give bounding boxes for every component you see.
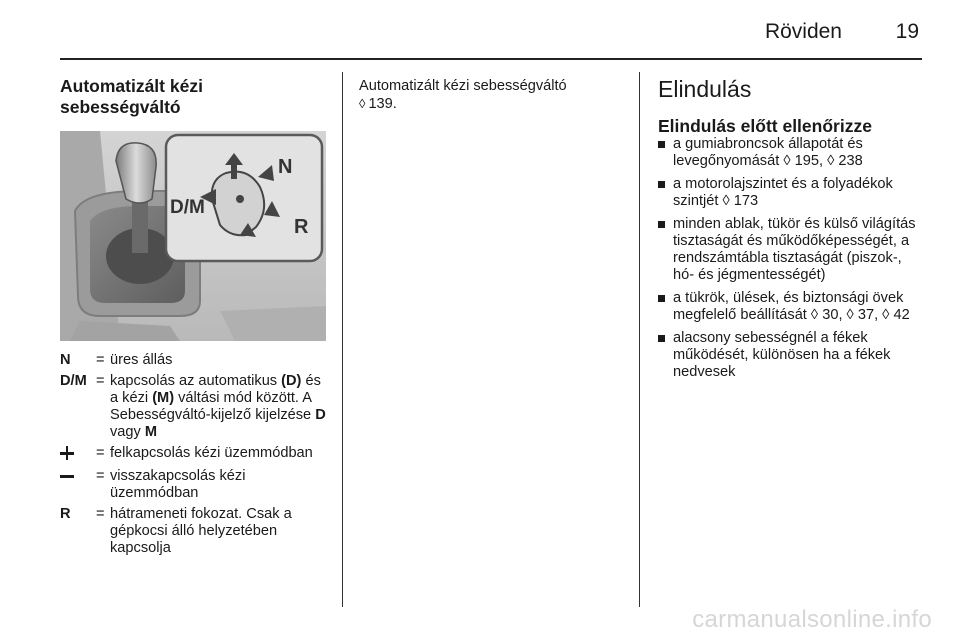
gear-legend [60, 352, 326, 561]
middle-column [359, 78, 619, 113]
legend-row-dm: D/M = kapcsolás az automatikus (D) és a kézi (M) váltási mód között. A Sebességváltó-kijelző kijelzése D vagy M [60, 373, 326, 440]
plus-icon [60, 446, 74, 460]
checklist-item: a tükrök, ülések, és biztonsági övek megfelelő beállítását ◊ 30, ◊ 37, ◊ 42 [658, 290, 923, 324]
legend-row-n: N = üres állás [60, 352, 326, 369]
legend-desc: visszakapcsolás kézi üzemmódban [110, 468, 246, 501]
page-reference[interactable]: 30 [822, 307, 839, 323]
cross-reference-page[interactable]: 139. [368, 96, 397, 112]
dm-label: D/M [170, 197, 205, 218]
reference-arrow-icon: ◊ [882, 307, 890, 323]
legend-row-minus: = visszakapcsolás kézi üzemmódban [60, 468, 326, 502]
reference-arrow-icon: ◊ [783, 153, 791, 169]
page-header [0, 0, 960, 62]
reference-arrow-icon: ◊ [722, 193, 730, 209]
legend-row-r: R = hátrameneti fokozat. Csak a gépkocsi álló helyzetében kapcsolja [60, 506, 326, 557]
right-column [658, 76, 923, 387]
left-column [60, 76, 326, 341]
checklist-item: a motorolajszintet és a folyadékok szintjét ◊ 173 [658, 176, 923, 210]
section-heading: Elindulás [658, 76, 752, 102]
section-subheading: Elindulás előtt ellenőrizze [658, 116, 872, 136]
header-title: Röviden [764, 20, 842, 43]
n-label: N [278, 156, 293, 178]
column-divider-1 [342, 72, 343, 607]
page-reference[interactable]: 42 [893, 307, 910, 323]
checklist-item: a gumiabroncsok állapotát és levegőnyomását ◊ 195, ◊ 238 [658, 136, 923, 170]
reference-arrow-icon: ◊ [810, 307, 819, 323]
r-label: R [294, 216, 309, 238]
minus-icon [60, 469, 74, 483]
column-divider-2 [639, 72, 640, 607]
reference-arrow-icon: ◊ [359, 96, 366, 111]
gear-shifter-illustration [60, 131, 326, 341]
page-number: 19 [895, 20, 919, 43]
legend-key: R [60, 506, 71, 522]
legend-row-plus: = felkapcsolás kézi üzemmódban [60, 445, 326, 464]
reference-arrow-icon: ◊ [827, 153, 835, 169]
checklist-item: alacsony sebességnél a fékek működését, különösen ha a fékek nedvesek [658, 330, 923, 381]
legend-desc: üres állás [110, 352, 173, 368]
page-reference[interactable]: 37 [857, 307, 875, 323]
legend-desc: kapcsolás az automatikus (D) és a kézi (M) váltási mód között. A Sebességváltó-kijelző kijelzése D vagy M [110, 373, 326, 440]
checklist [658, 136, 923, 381]
legend-desc: hátrameneti fokozat. Csak a gépkocsi álló helyzetében kapcsolja [110, 506, 292, 556]
watermark: carmanualsonline.info [692, 606, 932, 633]
cross-reference-text: Automatizált kézi sebességváltó [359, 78, 567, 94]
header-rule [60, 58, 922, 60]
page-reference[interactable]: 238 [838, 153, 863, 169]
legend-key: D/M [60, 373, 87, 389]
checklist-item: minden ablak, tükör és külső világítás tisztaságát és működőképességét, a rendszámtábla tisztaságát (piszok-, hó- és jégmentességét) [658, 216, 923, 284]
page-reference[interactable]: 195 [794, 153, 819, 169]
reference-arrow-icon: ◊ [846, 307, 854, 323]
page-reference[interactable]: 173 [733, 193, 759, 209]
section-title: Automatizált kézi sebességváltó [60, 76, 203, 117]
legend-desc: felkapcsolás kézi üzemmódban [110, 445, 313, 461]
legend-key: N [60, 352, 71, 368]
